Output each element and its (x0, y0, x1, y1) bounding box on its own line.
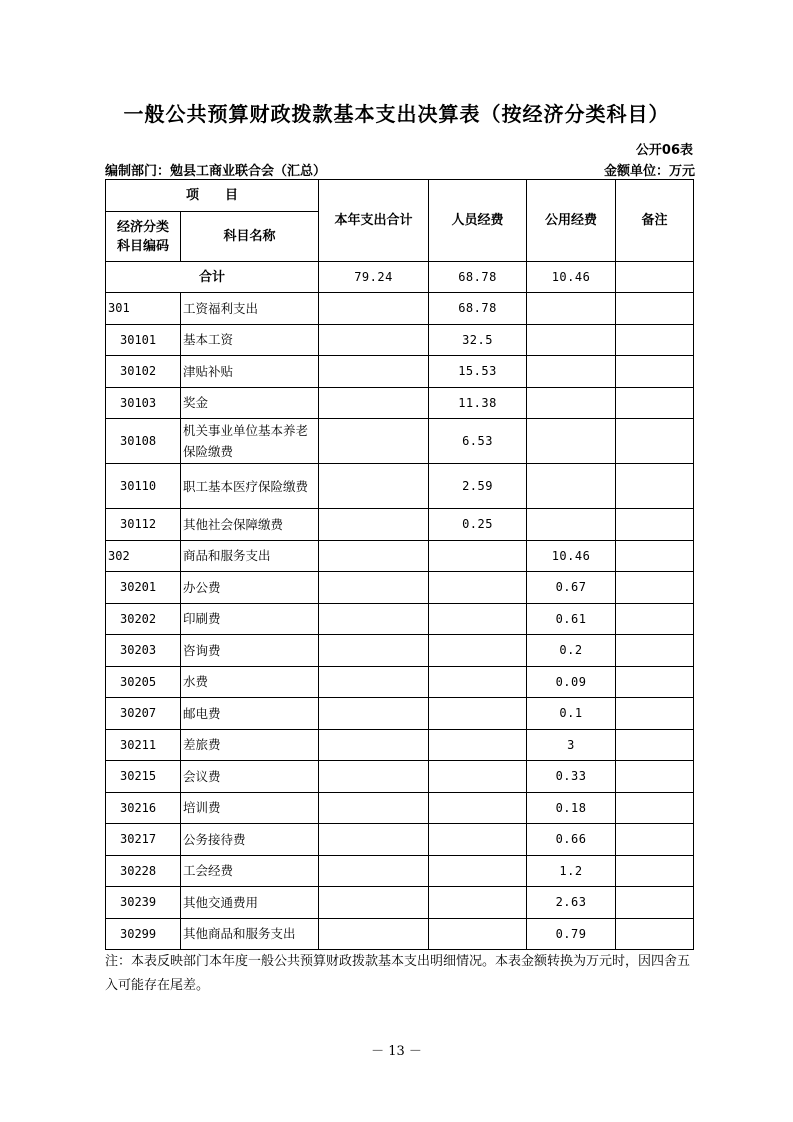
total-row (106, 262, 694, 293)
row-remark (616, 387, 694, 419)
row-subject-name: 工会经费 (181, 855, 319, 887)
row-remark (616, 666, 694, 698)
row-public (527, 387, 616, 419)
row-total (319, 666, 429, 698)
header-item: 项 目 (106, 180, 319, 212)
row-public: 0.79 (527, 918, 616, 950)
row-public: 0.67 (527, 572, 616, 604)
header-subject-name: 科目名称 (181, 212, 319, 262)
row-code: 301 (106, 293, 181, 325)
row-remark (616, 419, 694, 464)
row-personnel (429, 635, 527, 667)
row-code: 30215 (106, 761, 181, 793)
header-public: 公用经费 (527, 180, 616, 262)
total-label: 合计 (106, 262, 319, 293)
row-total (319, 572, 429, 604)
row-code: 30211 (106, 729, 181, 761)
row-total (319, 324, 429, 356)
row-personnel: 11.38 (429, 387, 527, 419)
row-public (527, 356, 616, 388)
row-remark (616, 729, 694, 761)
row-remark (616, 356, 694, 388)
row-personnel (429, 729, 527, 761)
row-subject-name: 工资福利支出 (181, 293, 319, 325)
row-code: 302 (106, 540, 181, 572)
row-code: 30299 (106, 918, 181, 950)
row-personnel (429, 761, 527, 793)
row-remark (616, 792, 694, 824)
row-total (319, 419, 429, 464)
table-row (106, 729, 694, 761)
row-code: 30228 (106, 855, 181, 887)
row-personnel (429, 698, 527, 730)
row-code: 30203 (106, 635, 181, 667)
row-total (319, 792, 429, 824)
row-personnel (429, 792, 527, 824)
row-public (527, 324, 616, 356)
row-public: 0.33 (527, 761, 616, 793)
total-remark (616, 262, 694, 293)
row-public: 10.46 (527, 540, 616, 572)
row-remark (616, 918, 694, 950)
table-row (106, 824, 694, 856)
row-subject-name: 咨询费 (181, 635, 319, 667)
table-row (106, 603, 694, 635)
row-code: 30108 (106, 419, 181, 464)
header-personnel: 人员经费 (429, 180, 527, 262)
row-code: 30217 (106, 824, 181, 856)
row-total (319, 464, 429, 509)
row-remark (616, 509, 694, 541)
row-subject-name: 奖金 (181, 387, 319, 419)
row-code: 30216 (106, 792, 181, 824)
row-total (319, 887, 429, 919)
row-code: 30101 (106, 324, 181, 356)
row-personnel: 2.59 (429, 464, 527, 509)
row-total (319, 635, 429, 667)
row-total (319, 855, 429, 887)
row-public: 2.63 (527, 887, 616, 919)
row-personnel: 0.25 (429, 509, 527, 541)
row-code: 30102 (106, 356, 181, 388)
row-public (527, 509, 616, 541)
table-row (106, 387, 694, 419)
row-remark (616, 464, 694, 509)
row-personnel (429, 540, 527, 572)
department-label: 编制部门：勉县工商业联合会（汇总） (105, 164, 327, 179)
row-subject-name: 公务接待费 (181, 824, 319, 856)
row-subject-name: 基本工资 (181, 324, 319, 356)
table-row (106, 509, 694, 541)
row-subject-name: 津贴补贴 (181, 356, 319, 388)
table-row (106, 419, 694, 464)
total-amount: 79.24 (319, 262, 429, 293)
row-subject-name: 其他社会保障缴费 (181, 509, 319, 541)
table-row (106, 792, 694, 824)
row-public: 0.2 (527, 635, 616, 667)
row-subject-name: 机关事业单位基本养老保险缴费 (181, 419, 319, 464)
table-row (106, 666, 694, 698)
header-total: 本年支出合计 (319, 180, 429, 262)
row-personnel: 68.78 (429, 293, 527, 325)
row-public: 0.66 (527, 824, 616, 856)
total-public: 10.46 (527, 262, 616, 293)
row-remark (616, 824, 694, 856)
row-total (319, 918, 429, 950)
row-code: 30110 (106, 464, 181, 509)
total-personnel: 68.78 (429, 262, 527, 293)
row-total (319, 356, 429, 388)
row-public (527, 419, 616, 464)
header-econ-code: 经济分类科目编码 (106, 212, 181, 262)
row-code: 30205 (106, 666, 181, 698)
row-subject-name: 水费 (181, 666, 319, 698)
row-public (527, 464, 616, 509)
row-personnel: 6.53 (429, 419, 527, 464)
header-remark: 备注 (616, 180, 694, 262)
row-total (319, 729, 429, 761)
row-personnel (429, 887, 527, 919)
row-code: 30201 (106, 572, 181, 604)
row-public: 1.2 (527, 855, 616, 887)
page-title: 一般公共预算财政拨款基本支出决算表（按经济分类科目） (123, 102, 670, 126)
row-public: 0.09 (527, 666, 616, 698)
row-total (319, 603, 429, 635)
row-remark (616, 698, 694, 730)
row-remark (616, 855, 694, 887)
row-public: 0.18 (527, 792, 616, 824)
row-personnel (429, 918, 527, 950)
row-subject-name: 其他商品和服务支出 (181, 918, 319, 950)
row-personnel: 32.5 (429, 324, 527, 356)
form-number: 公开06表 (635, 143, 693, 158)
row-personnel (429, 824, 527, 856)
meta-line (105, 160, 695, 178)
expenditure-table (105, 179, 694, 950)
row-code: 30202 (106, 603, 181, 635)
row-total (319, 824, 429, 856)
row-total (319, 293, 429, 325)
table-row (106, 293, 694, 325)
row-subject-name: 会议费 (181, 761, 319, 793)
row-remark (616, 887, 694, 919)
row-remark (616, 635, 694, 667)
row-total (319, 698, 429, 730)
row-public: 3 (527, 729, 616, 761)
row-personnel (429, 603, 527, 635)
row-subject-name: 邮电费 (181, 698, 319, 730)
table-row (106, 887, 694, 919)
page-number: － 13 － (371, 1044, 422, 1059)
row-remark (616, 293, 694, 325)
row-public (527, 293, 616, 325)
row-subject-name: 差旅费 (181, 729, 319, 761)
row-personnel: 15.53 (429, 356, 527, 388)
row-total (319, 509, 429, 541)
table-row (106, 855, 694, 887)
row-remark (616, 540, 694, 572)
table-row (106, 698, 694, 730)
row-subject-name: 职工基本医疗保险缴费 (181, 464, 319, 509)
row-code: 30207 (106, 698, 181, 730)
row-remark (616, 324, 694, 356)
row-total (319, 761, 429, 793)
row-remark (616, 572, 694, 604)
table-row (106, 761, 694, 793)
row-subject-name: 办公费 (181, 572, 319, 604)
table-row (106, 356, 694, 388)
table-row (106, 918, 694, 950)
row-personnel (429, 666, 527, 698)
row-remark (616, 603, 694, 635)
unit-label: 金额单位：万元 (603, 164, 695, 179)
row-code: 30112 (106, 509, 181, 541)
row-remark (616, 761, 694, 793)
row-total (319, 387, 429, 419)
row-subject-name: 商品和服务支出 (181, 540, 319, 572)
row-personnel (429, 855, 527, 887)
row-public: 0.1 (527, 698, 616, 730)
row-subject-name: 印刷费 (181, 603, 319, 635)
table-row (106, 540, 694, 572)
row-subject-name: 培训费 (181, 792, 319, 824)
table-row (106, 572, 694, 604)
table-row (106, 635, 694, 667)
footnote: 注：本表反映部门本年度一般公共预算财政拨款基本支出明细情况。本表金额转换为万元时，因四舍五入可能存在尾差。 (105, 954, 691, 993)
row-code: 30239 (106, 887, 181, 919)
table-row (106, 324, 694, 356)
row-subject-name: 其他交通费用 (181, 887, 319, 919)
row-personnel (429, 572, 527, 604)
header-row-1 (106, 180, 694, 212)
row-code: 30103 (106, 387, 181, 419)
table-row (106, 464, 694, 509)
row-total (319, 540, 429, 572)
row-public: 0.61 (527, 603, 616, 635)
